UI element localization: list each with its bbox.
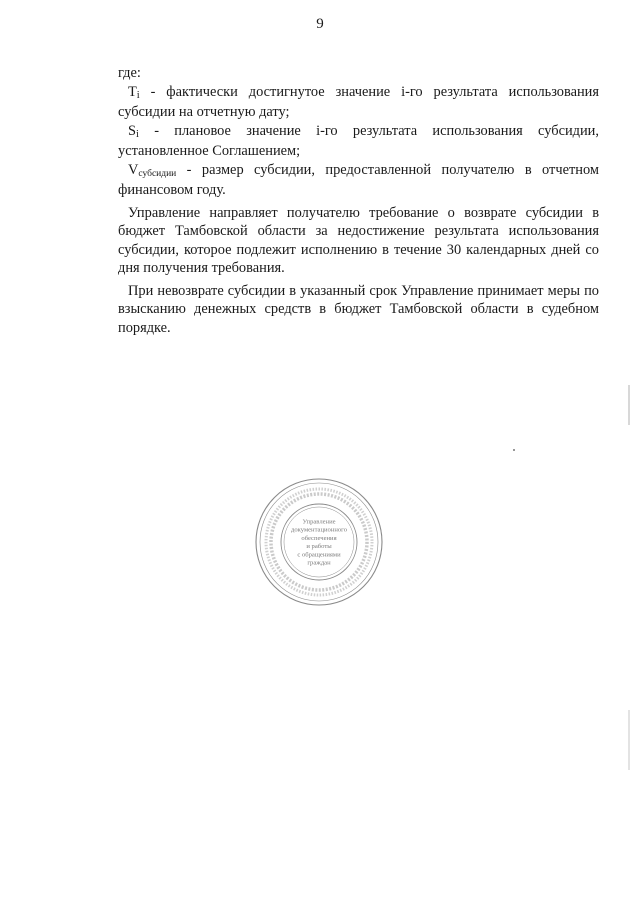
v-symbol: V <box>128 161 139 178</box>
si-subscript: i <box>136 128 139 140</box>
official-seal <box>253 476 385 608</box>
scan-speck <box>513 449 515 451</box>
si-definition <box>118 122 599 143</box>
seal-line: и работы <box>306 543 332 551</box>
ti-subscript: i <box>136 89 140 101</box>
seal-line: документационного <box>290 526 348 534</box>
si-definition-cont: установленное Соглашением; <box>118 143 301 159</box>
si-symbol: S <box>128 122 137 139</box>
v-subscript: субсидии <box>138 168 177 179</box>
document-body <box>118 64 599 337</box>
ti-text: - фактически достигнутое значение i-го результата использования <box>139 83 599 100</box>
ti-definition-cont: субсидии на отчетную дату; <box>118 104 290 120</box>
seal-line: Управление <box>302 518 336 526</box>
page-number: 9 <box>316 16 324 32</box>
paragraph-refund-requirement: Управление направляет получателю требование о возврате субсидии в бюджет Тамбовской области за недостижение результата использования субсидии, которое подлежит исполнению в течение 30 календарных дней со дня получения требования. <box>118 204 599 276</box>
seal-line: с обращениями <box>297 551 341 559</box>
seal-line: обеспечения <box>301 534 337 542</box>
v-definition-cont: финансовом году. <box>118 182 226 198</box>
scan-edge-mark <box>628 710 630 770</box>
ti-symbol: T <box>128 83 137 100</box>
paragraph-recovery: При невозврате субсидии в указанный срок Управление принимает меры по взысканию денежных средств в бюджет Тамбовской области в судебном порядке. <box>118 282 599 336</box>
v-definition <box>118 161 599 182</box>
v-text: - размер субсидии, предоставленной получателю в отчетном <box>176 161 599 178</box>
scan-edge-mark <box>628 385 630 425</box>
where-label: где: <box>118 65 141 81</box>
ti-definition <box>118 83 599 104</box>
si-text: - плановое значение i-го результата использования субсидии, <box>138 122 599 139</box>
seal-line: граждан <box>307 559 331 567</box>
